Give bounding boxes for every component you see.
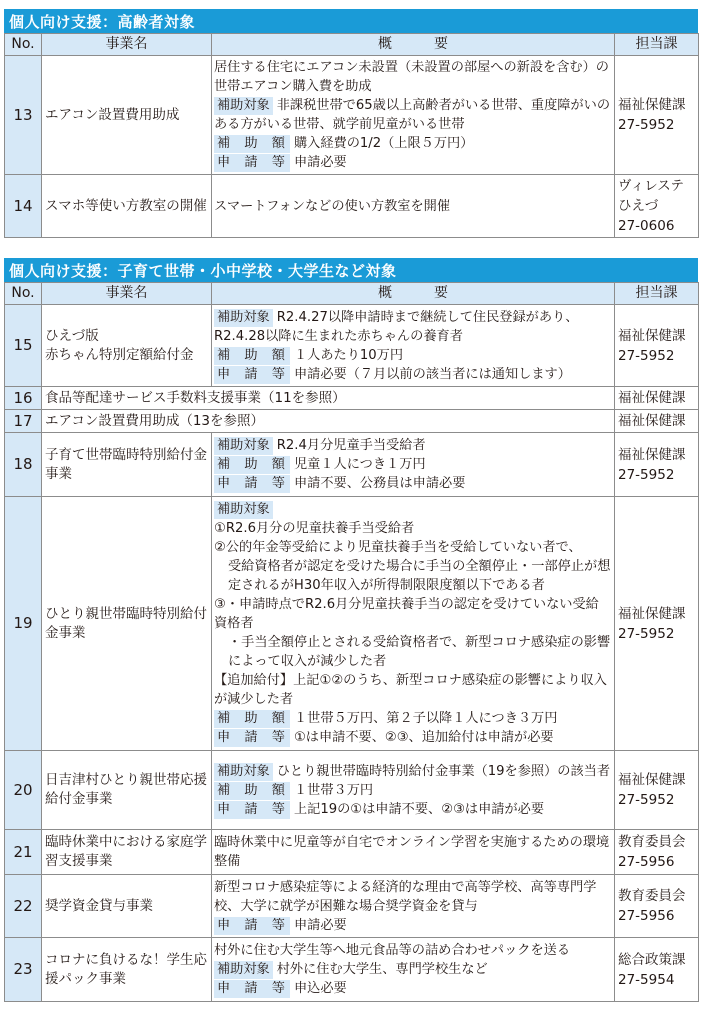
apply-text: 申請必要 — [293, 917, 347, 933]
department-phone: 27-5952 — [618, 117, 675, 133]
target-label: 補助対象 — [214, 437, 273, 455]
table-row — [5, 751, 699, 830]
apply-text: ①は申請不要、②③、追加給付は申請が必要 — [293, 730, 554, 745]
apply-line — [214, 728, 612, 747]
program-name — [42, 305, 212, 387]
apply-label: 申 請 等 — [214, 729, 290, 747]
amount-text: １世帯３万円 — [293, 782, 374, 798]
row-number: 22 — [5, 875, 42, 938]
program-name: エアコン設置費用助成（13を参照） — [42, 410, 615, 433]
target-label: 補助対象 — [214, 961, 273, 979]
table-row — [5, 938, 699, 1002]
amount-line — [214, 134, 612, 153]
department — [615, 56, 699, 175]
table-row — [5, 175, 699, 238]
section-title: 個人向け支援：高齢者対象 — [4, 9, 698, 33]
apply-line — [214, 153, 612, 172]
program-name: 子育て世帯臨時特別給付金事業 — [42, 433, 212, 497]
table-row — [5, 305, 699, 387]
row-number: 21 — [5, 830, 42, 875]
program-name: 日吉津村ひとり親世帯応援給付金事業 — [42, 751, 212, 830]
amount-line — [214, 455, 612, 474]
target-text: R2.4.27以降申請時まで継続して住民登録があり、R2.4.28以降に生まれた赤ちゃんの養育者 — [214, 309, 579, 344]
program-name: 奨学資金貸与事業 — [42, 875, 212, 938]
target-line — [214, 308, 612, 346]
program-name-line: 赤ちゃん特別定額給付金 — [45, 346, 194, 363]
department-name: 福祉保健課 — [618, 446, 686, 463]
row-number: 23 — [5, 938, 42, 1002]
target-item: ・手当全額停止とされる受給資格者で、新型コロナ感染症の影響によって収入が減少した者 — [228, 635, 611, 669]
column-header-no: No. — [5, 34, 42, 56]
column-header-no: No. — [5, 283, 42, 305]
amount-label: 補 助 額 — [214, 710, 290, 728]
row-number: 15 — [5, 305, 42, 387]
amount-text: １世帯５万円、第２子以降１人につき３万円 — [293, 711, 558, 726]
target-line — [214, 96, 612, 134]
amount-text: 購入経費の1/2（上限５万円） — [293, 136, 474, 151]
department-phone: 27-5952 — [618, 625, 675, 642]
target-item: 【追加給付】上記①②のうち、新型コロナ感染症の影響により収入が減少した者 — [214, 673, 607, 707]
department — [615, 938, 699, 1002]
amount-line — [214, 781, 612, 800]
table-row — [5, 56, 699, 175]
table-row — [5, 830, 699, 875]
program-summary — [212, 938, 615, 1002]
program-table — [4, 282, 699, 1002]
apply-line — [214, 800, 612, 819]
target-item: 受給資格者が認定を受けた場合に手当の全額停止・一部停止が想定されるがH30年収入が所得制限限度額以下である者 — [228, 559, 611, 593]
department — [615, 830, 699, 875]
apply-label: 申 請 等 — [214, 980, 290, 998]
department-phone: 27-5954 — [618, 971, 675, 988]
program-summary — [212, 433, 615, 497]
amount-label: 補 助 額 — [214, 347, 290, 365]
column-header-summary: 概 要 — [212, 283, 615, 305]
apply-line — [214, 916, 612, 935]
table-row — [5, 410, 699, 433]
target-item: ①R2.6月分の児童扶養手当受給者 — [214, 521, 415, 536]
table-row — [5, 875, 699, 938]
program-name: ひとり親世帯臨時特別給付金事業 — [42, 497, 212, 751]
row-number: 14 — [5, 175, 42, 238]
amount-label: 補 助 額 — [214, 135, 290, 153]
target-label: 補助対象 — [214, 763, 273, 781]
amount-line — [214, 709, 612, 728]
target-text: R2.4月分児童手当受給者 — [276, 438, 426, 453]
target-label: 補助対象 — [214, 97, 273, 115]
program-table — [4, 33, 699, 238]
program-summary — [212, 497, 615, 751]
department-name: 福祉保健課 — [615, 410, 699, 433]
apply-text: 申込必要 — [293, 981, 347, 996]
target-label: 補助対象 — [214, 309, 273, 327]
section-title: 個人向け支援：子育て世帯・小中学校・大学生など対象 — [4, 258, 698, 282]
target-item: ②公的年金等受給により児童扶養手当を受給していない者で、 — [214, 540, 582, 555]
program-summary — [212, 875, 615, 938]
target-line — [214, 500, 612, 519]
section-families-students — [4, 258, 698, 1002]
department-name: 福祉保健課 — [618, 327, 686, 344]
column-header-name: 事業名 — [42, 34, 212, 56]
apply-line — [214, 365, 612, 384]
amount-label: 補 助 額 — [214, 782, 290, 800]
target-text: ひとり親世帯臨時特別給付金事業（19を参照）の該当者 — [276, 763, 611, 779]
summary-text: 村外に住む大学生等へ地元食品等の詰め合わせパックを送る — [214, 943, 571, 958]
apply-label: 申 請 等 — [214, 917, 290, 935]
row-number: 18 — [5, 433, 42, 497]
program-summary — [212, 751, 615, 830]
target-label: 補助対象 — [214, 501, 273, 519]
table-row — [5, 497, 699, 751]
apply-label: 申 請 等 — [214, 366, 290, 384]
apply-label: 申 請 等 — [214, 475, 290, 493]
department-name: 教育委員会 — [618, 888, 686, 904]
department-name: 福祉保健課 — [618, 97, 686, 113]
department-phone: 27-0606 — [618, 218, 675, 234]
department-name: 福祉保健課 — [618, 772, 686, 788]
table-row — [5, 387, 699, 410]
program-summary: スマートフォンなどの使い方教室を開催 — [212, 175, 615, 238]
summary-text: 居住する住宅にエアコン未設置（未設置の部屋への新設を含む）の世帯エアコン購入費を助成 — [214, 60, 609, 94]
apply-label: 申 請 等 — [214, 801, 290, 819]
program-summary — [212, 305, 615, 387]
department-name: 教育委員会 — [618, 834, 686, 850]
amount-label: 補 助 額 — [214, 456, 290, 474]
apply-line — [214, 474, 612, 493]
program-name-line: ひえづ版 — [45, 327, 99, 344]
apply-text: 申請不要、公務員は申請必要 — [293, 476, 466, 491]
row-number: 20 — [5, 751, 42, 830]
department — [615, 751, 699, 830]
department — [615, 305, 699, 387]
summary-text: 新型コロナ感染症等による経済的な理由で高等学校、高等専門学校、大学に就学が困難な場合奨学資金を貸与 — [214, 879, 597, 914]
apply-text: 上記19の①は申請不要、②③は申請が必要 — [293, 801, 545, 817]
department — [615, 497, 699, 751]
table-header-row — [5, 283, 699, 305]
target-line — [214, 436, 612, 455]
apply-text: 申請必要（７月以前の該当者には通知します） — [293, 366, 571, 382]
column-header-name: 事業名 — [42, 283, 212, 305]
row-number: 19 — [5, 497, 42, 751]
program-name: 臨時休業中における家庭学習支援事業 — [42, 830, 212, 875]
program-summary — [212, 56, 615, 175]
apply-label: 申 請 等 — [214, 154, 290, 172]
apply-line — [214, 979, 612, 998]
department-phone: 27-5952 — [618, 466, 675, 483]
target-text: 非課税世帯で65歳以上高齢者がいる世帯、重度障がいのある方がいる世帯、就学前児童がいる世帯 — [214, 98, 611, 132]
program-name: エアコン設置費用助成 — [42, 56, 212, 175]
department-phone: 27-5952 — [618, 347, 675, 364]
department — [615, 175, 699, 238]
program-name: スマホ等使い方教室の開催 — [42, 175, 212, 238]
column-header-dept: 担当課 — [615, 283, 699, 305]
department-name: 総合政策課 — [618, 951, 686, 968]
department-name: 福祉保健課 — [618, 605, 686, 622]
department-name: ヴィレステ ひえづ — [618, 178, 685, 214]
program-name: 食品等配達サービス手数料支援事業（11を参照） — [42, 387, 615, 410]
program-summary: 臨時休業中に児童等が自宅でオンライン学習を実施するための環境整備 — [212, 830, 615, 875]
department — [615, 875, 699, 938]
program-name: コロナに負けるな！学生応援パック事業 — [42, 938, 212, 1002]
table-header-row — [5, 34, 699, 56]
target-line — [214, 960, 612, 979]
department-name: 福祉保健課 — [615, 387, 699, 410]
department-phone: 27-5952 — [618, 792, 675, 808]
department-phone: 27-5956 — [618, 854, 675, 870]
row-number: 16 — [5, 387, 42, 410]
column-header-summary: 概 要 — [212, 34, 615, 56]
amount-text: １人あたり10万円 — [293, 347, 404, 363]
row-number: 13 — [5, 56, 42, 175]
section-elderly — [4, 9, 698, 238]
amount-line — [214, 346, 612, 365]
department — [615, 433, 699, 497]
table-row — [5, 433, 699, 497]
target-item: ③・申請時点でR2.6月分児童扶養手当の認定を受けていない受給資格者 — [214, 597, 599, 631]
department-phone: 27-5956 — [618, 908, 675, 924]
target-text: 村外に住む大学生、専門学校生など — [276, 962, 488, 977]
apply-text: 申請必要 — [293, 155, 347, 170]
row-number: 17 — [5, 410, 42, 433]
target-line — [214, 762, 612, 781]
column-header-dept: 担当課 — [615, 34, 699, 56]
amount-text: 児童１人につき１万円 — [293, 457, 426, 472]
